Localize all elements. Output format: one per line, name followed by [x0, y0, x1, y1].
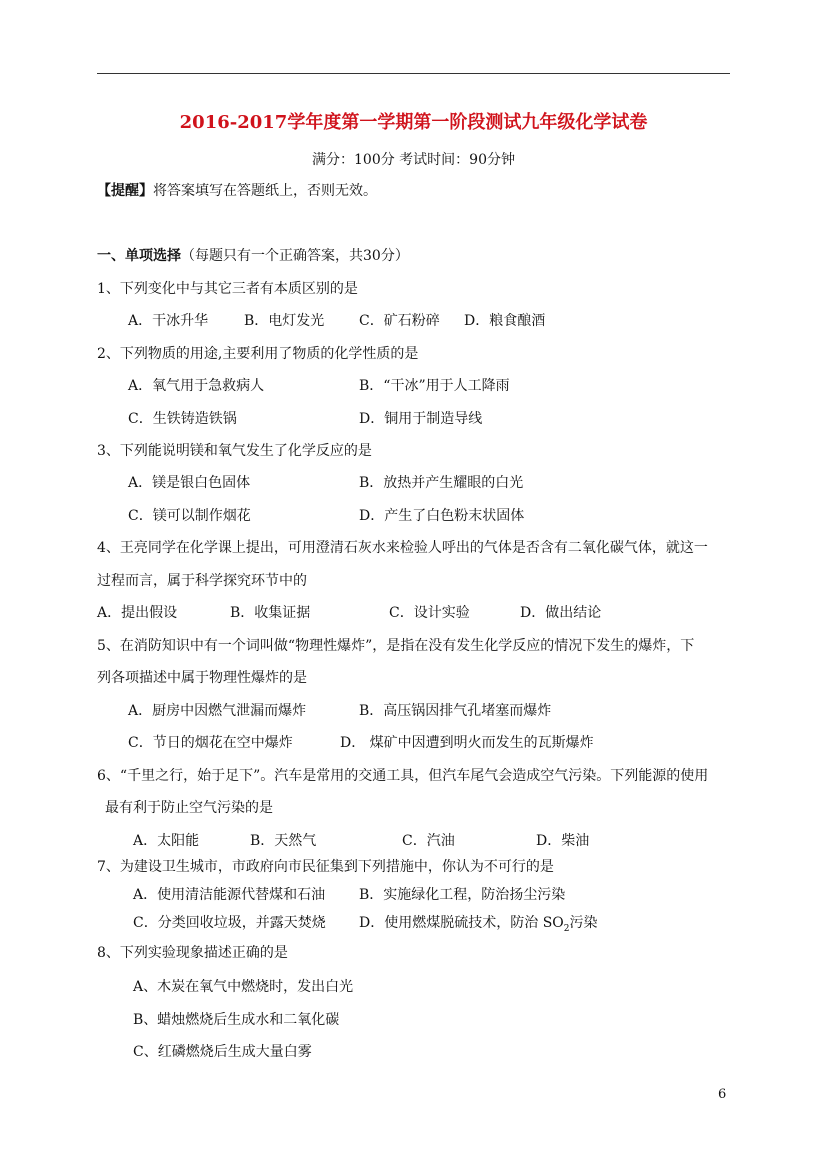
q7-option-d-tail: 污染 — [569, 915, 598, 931]
q6-option-a: A．太阳能 — [133, 833, 200, 849]
q7-option-c: C．分类回收垃圾，并露天焚烧 — [133, 915, 326, 931]
exam-title: 2016-2017学年度第一学期第一阶段测试九年级化学试卷 — [179, 112, 648, 133]
q2-option-d: D．铜用于制造导线 — [359, 411, 483, 427]
q5-option-d: D． 煤矿中因遭到明火而发生的瓦斯爆炸 — [340, 735, 594, 751]
section-note: （每题只有一个正确答案，共30分） — [181, 248, 409, 264]
q3-option-c: C．镁可以制作烟花 — [128, 508, 251, 524]
q7-option-d-subscript: 2 — [563, 923, 570, 934]
q8-option-c: C、红磷燃烧后生成大量白雾 — [133, 1044, 312, 1060]
q7-option-b: B．实施绿化工程，防治扬尘污染 — [359, 887, 566, 903]
q1-option-d: D．粮食酿酒 — [464, 313, 546, 329]
q2-option-a: A．氧气用于急救病人 — [128, 378, 265, 394]
q6-option-d: D．柴油 — [536, 833, 590, 849]
q3-option-b: B．放热并产生耀眼的白光 — [359, 475, 524, 491]
q2-option-c: C．生铁铸造铁锅 — [128, 411, 237, 427]
q4-option-c: C．设计实验 — [389, 605, 470, 621]
q2-stem: 2、下列物质的用途,主要利用了物质的化学性质的是 — [97, 346, 419, 362]
q7-stem: 7、为建设卫生城市，市政府向市民征集到下列措施中，你认为不可行的是 — [97, 859, 554, 875]
section-title: 一、单项选择 — [97, 248, 181, 264]
q1-option-c: C．矿石粉碎 — [359, 313, 440, 329]
q4-stem-line1: 4、王亮同学在化学课上提出，可用澄清石灰水来检验人呼出的气体是否含有二氧化碳气体，就这一 — [97, 540, 708, 556]
q5-option-b: B．高压锅因排气孔堵塞而爆炸 — [359, 703, 552, 719]
q4-option-d: D．做出结论 — [520, 605, 602, 621]
q8-option-b: B、蜡烛燃烧后生成水和二氧化碳 — [133, 1012, 340, 1028]
q4-stem-line2: 过程而言，属于科学探究环节中的 — [97, 573, 307, 589]
q8-option-a: A、木炭在氧气中燃烧时，发出白光 — [133, 979, 354, 995]
q2-option-b: B．“干冰”用于人工降雨 — [359, 378, 510, 394]
page-number: 6 — [718, 1087, 727, 1102]
q6-stem-line2: 最有利于防止空气污染的是 — [105, 800, 273, 816]
score-time-line: 满分：100分 考试时间：90分钟 — [312, 152, 515, 168]
q4-option-a: A．提出假设 — [97, 605, 178, 621]
reminder — [97, 181, 377, 201]
q3-stem: 3、下列能说明镁和氧气发生了化学反应的是 — [97, 443, 372, 459]
q6-stem-line1: 6、“千里之行，始于足下”。汽车是常用的交通工具，但汽车尾气会造成空气污染。下列能源的使用 — [97, 768, 709, 784]
q7-option-a: A．使用清洁能源代替煤和石油 — [133, 887, 326, 903]
reminder-label: 【提醒】 — [97, 183, 153, 199]
q7-option-d — [359, 913, 598, 939]
q6-option-b: B．天然气 — [250, 833, 317, 849]
q5-stem-line1: 5、在消防知识中有一个词叫做“物理性爆炸”，是指在没有发生化学反应的情况下发生的爆炸，下 — [97, 638, 695, 654]
q8-stem: 8、下列实验现象描述正确的是 — [97, 945, 288, 961]
q7-option-d-formula: SO — [542, 915, 564, 931]
q3-option-d: D．产生了白色粉末状固体 — [359, 508, 525, 524]
q4-option-b: B．收集证据 — [230, 605, 311, 621]
q3-option-a: A．镁是银白色固体 — [128, 475, 251, 491]
header-rule — [97, 73, 730, 74]
q1-option-b: B．电灯发光 — [244, 313, 325, 329]
q1-option-a: A．干冰升华 — [128, 313, 209, 329]
q5-stem-line2: 列各项描述中属于物理性爆炸的是 — [97, 670, 307, 686]
section-heading — [97, 246, 409, 266]
q5-option-c: C．节日的烟花在空中爆炸 — [128, 735, 293, 751]
q6-option-c: C．汽油 — [402, 833, 455, 849]
q1-stem: 1、下列变化中与其它三者有本质区别的是 — [97, 281, 358, 297]
q7-option-d-text: D．使用燃煤脱硫技术，防治 — [359, 915, 539, 931]
reminder-text: 将答案填写在答题纸上，否则无效。 — [153, 183, 377, 199]
q5-option-a: A．厨房中因燃气泄漏而爆炸 — [128, 703, 307, 719]
